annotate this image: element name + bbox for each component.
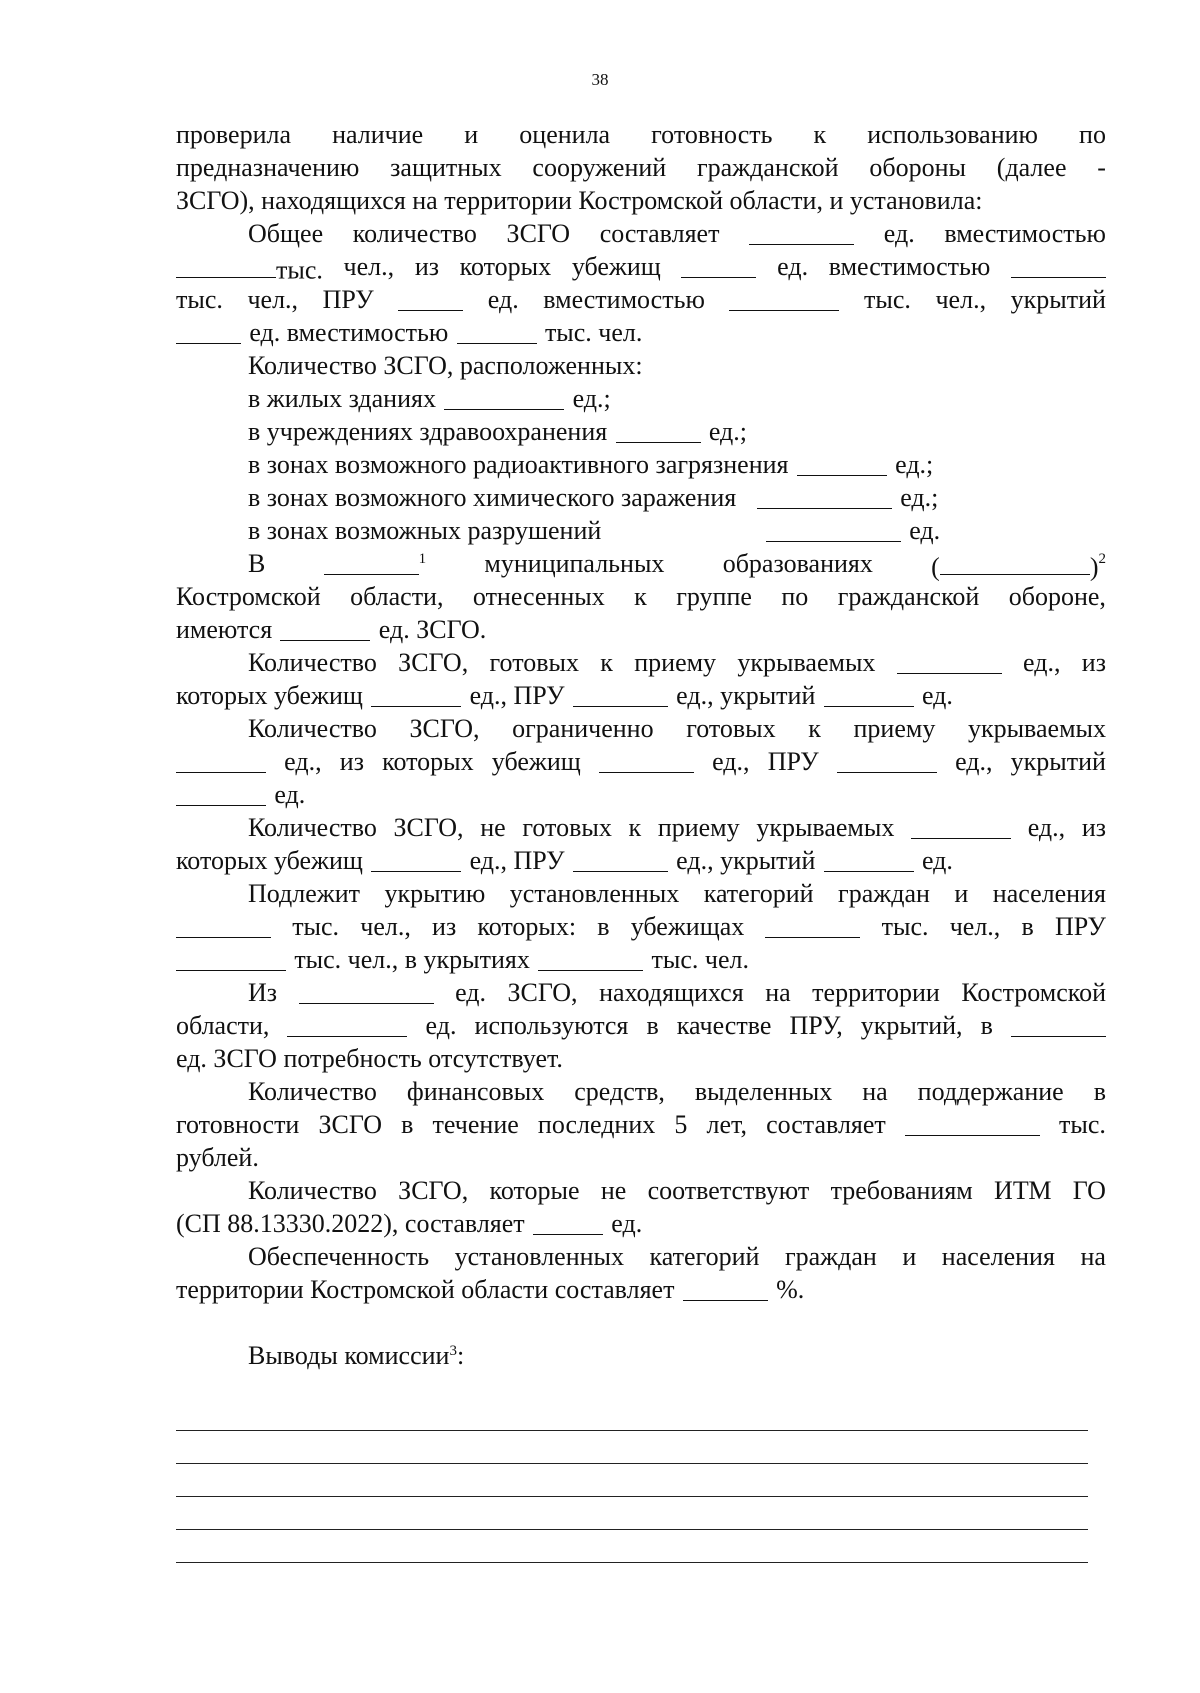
fill-blank[interactable] bbox=[824, 844, 914, 872]
fill-blank[interactable] bbox=[766, 514, 901, 542]
text-line: тыс. чел., из которых: в убежищах тыс. чел., в ПРУ bbox=[176, 910, 1106, 943]
fill-blank[interactable] bbox=[897, 646, 1002, 674]
text-line: Количество финансовых средств, выделенных на поддержание в bbox=[248, 1077, 1106, 1106]
document-body bbox=[176, 118, 1106, 1372]
fill-blank[interactable] bbox=[824, 679, 914, 707]
fill-blank[interactable] bbox=[533, 1207, 603, 1235]
text-line: тыс. чел., из которых убежищ ед. вместимостью bbox=[176, 250, 1106, 283]
fill-blank[interactable] bbox=[599, 745, 694, 773]
fill-blank[interactable] bbox=[299, 976, 434, 1004]
text-line: ед. ЗСГО потребность отсутствует. bbox=[176, 1044, 563, 1073]
fill-blank[interactable] bbox=[324, 547, 419, 575]
fill-blank[interactable] bbox=[837, 745, 937, 773]
text-line: тыс. чел., в укрытиях тыс. чел. bbox=[176, 943, 1106, 976]
text-line: Количество ЗСГО, которые не соответствуют требованиям ИТМ ГО bbox=[248, 1176, 1106, 1205]
fill-blank[interactable] bbox=[765, 910, 860, 938]
text-line: (СП 88.13330.2022), составляет ед. bbox=[176, 1209, 643, 1238]
fill-blank[interactable] bbox=[398, 283, 463, 311]
conclusion-line[interactable] bbox=[176, 1529, 1088, 1530]
text-line: проверила наличие и оценила готовность к использованию по bbox=[176, 120, 1106, 149]
text-line: в учреждениях здравоохранения ед.; bbox=[248, 417, 747, 446]
fill-blank[interactable] bbox=[371, 844, 461, 872]
text-line: территории Костромской области составляет %. bbox=[176, 1275, 805, 1304]
conclusion-line[interactable] bbox=[176, 1496, 1088, 1497]
commission-conclusions-heading: Выводы комиссии $^3$ : bbox=[176, 1339, 1106, 1372]
text-line: ЗСГО), находящихся на территории Костромской области, и установила: bbox=[176, 186, 983, 215]
fill-blank[interactable] bbox=[176, 778, 266, 806]
text-line: Количество ЗСГО, не готовых к приему укрываемых ед., из bbox=[248, 813, 1106, 842]
text-line: в зонах возможного радиоактивного загрязнения ед.; bbox=[248, 450, 934, 479]
fill-blank[interactable] bbox=[287, 1009, 407, 1037]
fill-blank[interactable] bbox=[444, 382, 564, 410]
footnote-ref: 3 bbox=[449, 1343, 457, 1359]
text-line: Обеспеченность установленных категорий граждан и населения на bbox=[248, 1242, 1106, 1271]
footnote-ref: 2 bbox=[1098, 551, 1106, 567]
fill-blank[interactable] bbox=[729, 283, 839, 311]
fill-blank[interactable] bbox=[1011, 250, 1106, 278]
fill-blank[interactable] bbox=[797, 448, 887, 476]
text-line: ед. вместимостью тыс. чел. bbox=[176, 316, 1106, 349]
fill-blank[interactable] bbox=[176, 250, 276, 278]
fill-blank[interactable] bbox=[681, 250, 756, 278]
text-line: ед., из которых убежищ ед., ПРУ ед., укрытий bbox=[176, 745, 1106, 778]
fill-blank[interactable] bbox=[538, 943, 643, 971]
fill-blank[interactable] bbox=[176, 910, 271, 938]
fill-blank[interactable] bbox=[280, 613, 370, 641]
text-line: Количество ЗСГО, ограниченно готовых к приему укрываемых bbox=[248, 714, 1106, 743]
fill-blank[interactable] bbox=[573, 679, 668, 707]
conclusion-line[interactable] bbox=[176, 1562, 1088, 1563]
conclusion-line[interactable] bbox=[176, 1430, 1088, 1431]
text-line: Количество ЗСГО, расположенных: bbox=[248, 351, 643, 380]
fill-blank[interactable] bbox=[905, 1108, 1040, 1136]
fill-blank[interactable] bbox=[176, 943, 286, 971]
text-line: тыс. чел., ПРУ ед. вместимостью тыс. чел., укрытий bbox=[176, 285, 1106, 314]
fill-blank[interactable] bbox=[176, 316, 241, 344]
fill-blank[interactable] bbox=[940, 547, 1090, 575]
fill-blank[interactable] bbox=[1011, 1009, 1106, 1037]
text-line: в жилых зданиях ед.; bbox=[248, 384, 611, 413]
text-line: рублей. bbox=[176, 1143, 259, 1172]
text-line: В $^1$ муниципальных образованиях ( )$^2$ bbox=[248, 549, 1106, 582]
fill-blank[interactable] bbox=[457, 316, 537, 344]
fill-blank[interactable] bbox=[749, 217, 854, 245]
text-line: в зонах возможных разрушений ед. bbox=[248, 516, 941, 545]
text-line: области, ед. используются в качестве ПРУ, укрытий, в bbox=[176, 1009, 1106, 1042]
text-line: предназначению защитных сооружений гражданской обороны (далее - bbox=[176, 153, 1106, 182]
page-number: 38 bbox=[591, 70, 609, 89]
fill-blank[interactable] bbox=[176, 745, 266, 773]
fill-blank[interactable] bbox=[911, 811, 1011, 839]
text-line: ед. bbox=[176, 778, 1106, 811]
text-line: Из ед. ЗСГО, находящихся на территории Костромской bbox=[248, 978, 1106, 1007]
fill-blank[interactable] bbox=[371, 679, 461, 707]
text-line: в зонах возможного химического заражения ед.; bbox=[248, 483, 939, 512]
text-line: Подлежит укрытию установленных категорий граждан и населения bbox=[248, 879, 1106, 908]
text-line: Костромской области, отнесенных к группе по гражданской обороне, bbox=[176, 582, 1106, 611]
text-line: имеются ед. ЗСГО. bbox=[176, 615, 487, 644]
text-line: Количество ЗСГО, готовых к приему укрываемых ед., из bbox=[248, 648, 1106, 677]
footnote-ref: 1 bbox=[418, 551, 427, 567]
fill-blank[interactable] bbox=[757, 481, 892, 509]
fill-blank[interactable] bbox=[573, 844, 668, 872]
text-line: Общее количество ЗСГО составляет ед. вместимостью bbox=[248, 219, 1106, 248]
text-line: которых убежищ ед., ПРУ ед., укрытий ед. bbox=[176, 681, 953, 710]
conclusion-line[interactable] bbox=[176, 1463, 1088, 1464]
fill-blank[interactable] bbox=[683, 1273, 768, 1301]
fill-blank[interactable] bbox=[616, 415, 701, 443]
text-line: готовности ЗСГО в течение последних 5 лет, составляет тыс. bbox=[176, 1110, 1106, 1139]
text-line: которых убежищ ед., ПРУ ед., укрытий ед. bbox=[176, 846, 953, 875]
